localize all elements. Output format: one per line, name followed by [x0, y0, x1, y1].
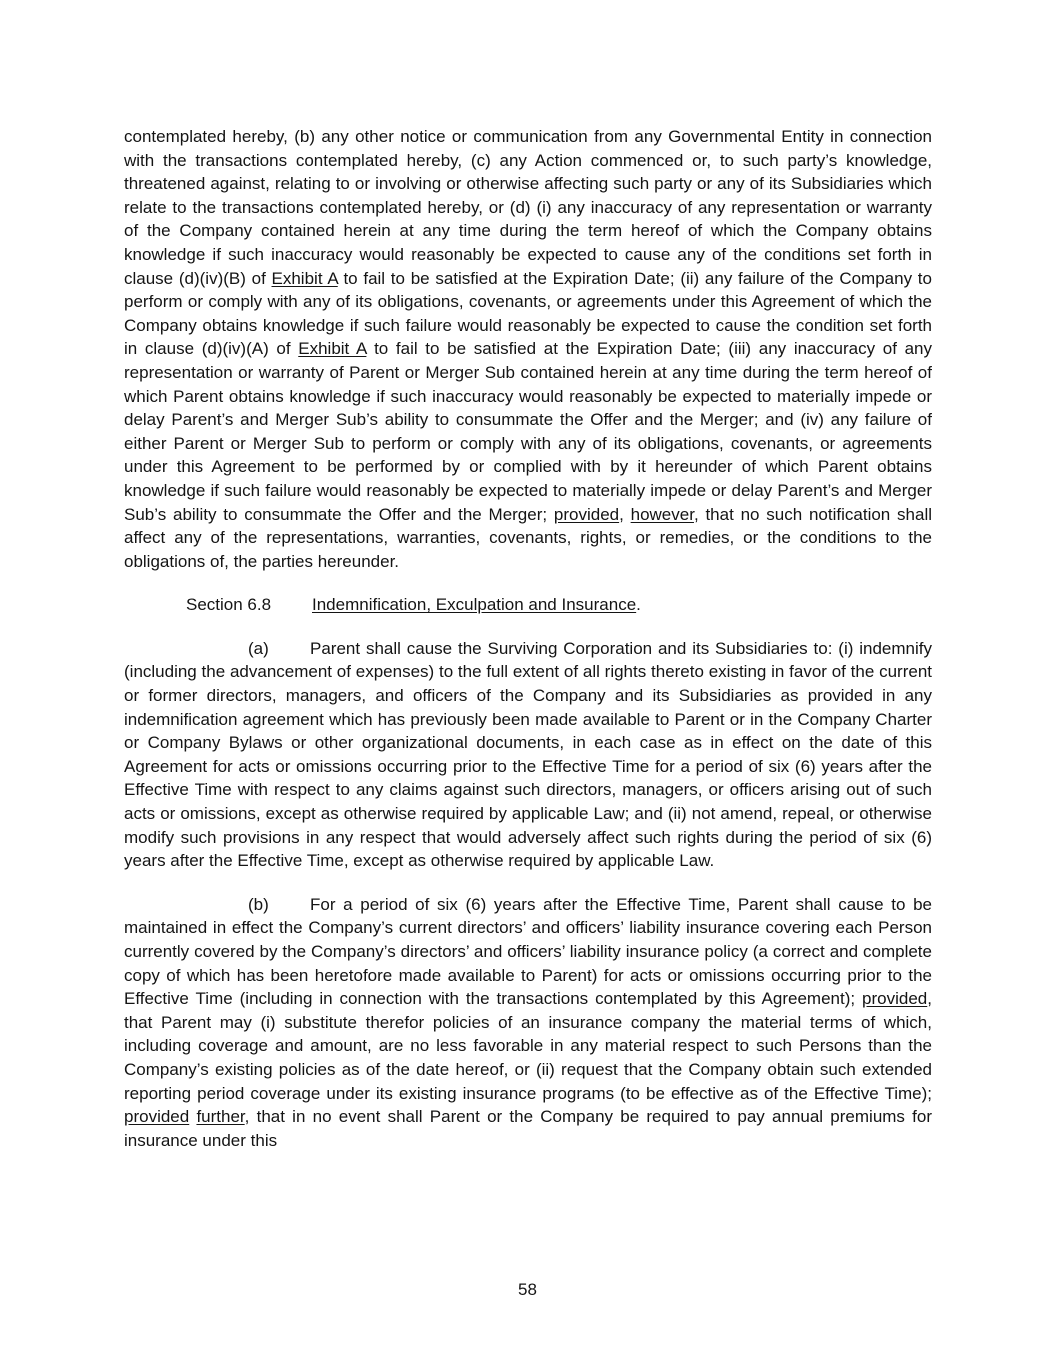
paragraph-text: to fail to be satisfied at the Expiration Date; (iii) any inaccuracy of any representation or warranty of Parent or Merger Sub contained herein at any time during the term hereof of which Parent obtains knowledge if such inaccuracy would reasonably be expected to materially impede or delay Parent’s and Merger Sub’s ability to consummate the Offer and the Merger; and (iv) any failure of either Parent or Merger Sub to perform or comply with any of its obligations, covenants, or agreements under this Agreement to be performed by or complied with by it hereunder of which Parent obtains knowledge if such failure would reasonably be expected to materially impede or delay Parent’s and Merger Sub’s ability to consummate the Offer and the Merger;: [124, 339, 932, 524]
subsection-label: (a): [248, 638, 269, 658]
provided-term: provided: [862, 989, 928, 1009]
subsection-indent: [124, 639, 248, 658]
subsection-indent: [124, 895, 248, 914]
section-number: Section 6.8: [186, 595, 272, 615]
paragraph-text: , that no such notification shall affect any of the representations, warranties, covenants, rights, or remedies, or the conditions to the obligations of, the parties hereunder.: [124, 504, 932, 571]
continuation-paragraph: [124, 125, 932, 573]
provided-term: provided: [553, 504, 620, 524]
further-term: further: [196, 1107, 245, 1127]
however-term: however: [630, 504, 694, 524]
subsection-text: Parent shall cause the Surviving Corporation and its Subsidiaries to: (i) indemnify (including the advancement of expenses) to the full extent of all rights thereto existing in favor of the current or former directors, managers, and officers of the Company and its Subsidiaries as provided in any indemnification agreement which has previously been made available to Parent or in the Company Charter or Company Bylaws or other organizational documents, in each case as in effect on the date of this Agreement for acts or omissions occurring prior to the Effective Time for a period of six (6) years after the Effective Time with respect to any claims against such directors, managers, or officers arising out of such acts or omissions, except as otherwise required by applicable Law; and (ii) not amend, repeal, or otherwise modify such provisions in any respect that would adversely affect such rights during the period of six (6) years after the Effective Time, except as otherwise required by applicable Law.: [124, 638, 932, 871]
page-number: 58: [518, 1280, 537, 1299]
exhibit-a-reference: Exhibit A: [298, 339, 367, 359]
section-heading: [124, 593, 932, 617]
provided-term: provided: [124, 1107, 190, 1127]
paragraph-text: ,: [619, 504, 631, 524]
section-title: Indemnification, Exculpation and Insurance: [312, 595, 637, 615]
subsection-text: , that in no event shall Parent or the Company be required to pay annual premiums for insurance under this: [124, 1107, 932, 1150]
subsection-text: , that Parent may (i) substitute therefor policies of an insurance company the material terms of which, including coverage and amount, are no less favorable in any material respect to such Persons than the Company’s existing policies as of the date hereof, or (ii) request that the Company obtain such extended reporting period coverage under its existing insurance programs (to be effective as of the Effective Time);: [124, 989, 932, 1103]
paragraph-text: contemplated hereby, (b) any other notice or communication from any Governmental Entity in connection with the transactions contemplated hereby, (c) any Action commenced or, to such party’s knowledge, threatened against, relating to or involving or otherwise affecting such party or any of its Subsidiaries which relate to the transactions contemplated hereby, or (d) (i) any inaccuracy of any representation or warranty of the Company contained herein at any time during the term hereof of which the Company obtains knowledge if such inaccuracy would reasonably be expected to cause any of the conditions set forth in clause (d)(iv)(B) of: [124, 127, 932, 288]
section-title-suffix: .: [636, 595, 641, 615]
subsection-text: For a period of six (6) years after the Effective Time, Parent shall cause to be maintained in effect the Company’s current directors’ and officers’ liability insurance covering each Person currently covered by the Company’s directors’ and officers’ liability insurance policy (a correct and complete copy of which has been heretofore made available to Parent) for acts or omissions occurring prior to the Effective Time (including in connection with the transactions contemplated by this Agreement);: [124, 894, 932, 1009]
exhibit-a-reference: Exhibit A: [271, 268, 338, 288]
document-body: [124, 125, 932, 1152]
subsection-a: [124, 637, 932, 873]
subsection-label: (b): [248, 894, 269, 914]
subsection-b: [124, 893, 932, 1153]
paragraph-text: to fail to be satisfied at the Expiration Date; (ii) any failure of the Company to perform or comply with any of its obligations, covenants, or agreements under this Agreement of which the Company obtains knowledge if such failure would reasonably be expected to cause the condition set forth in clause (d)(iv)(A) of: [124, 268, 932, 359]
